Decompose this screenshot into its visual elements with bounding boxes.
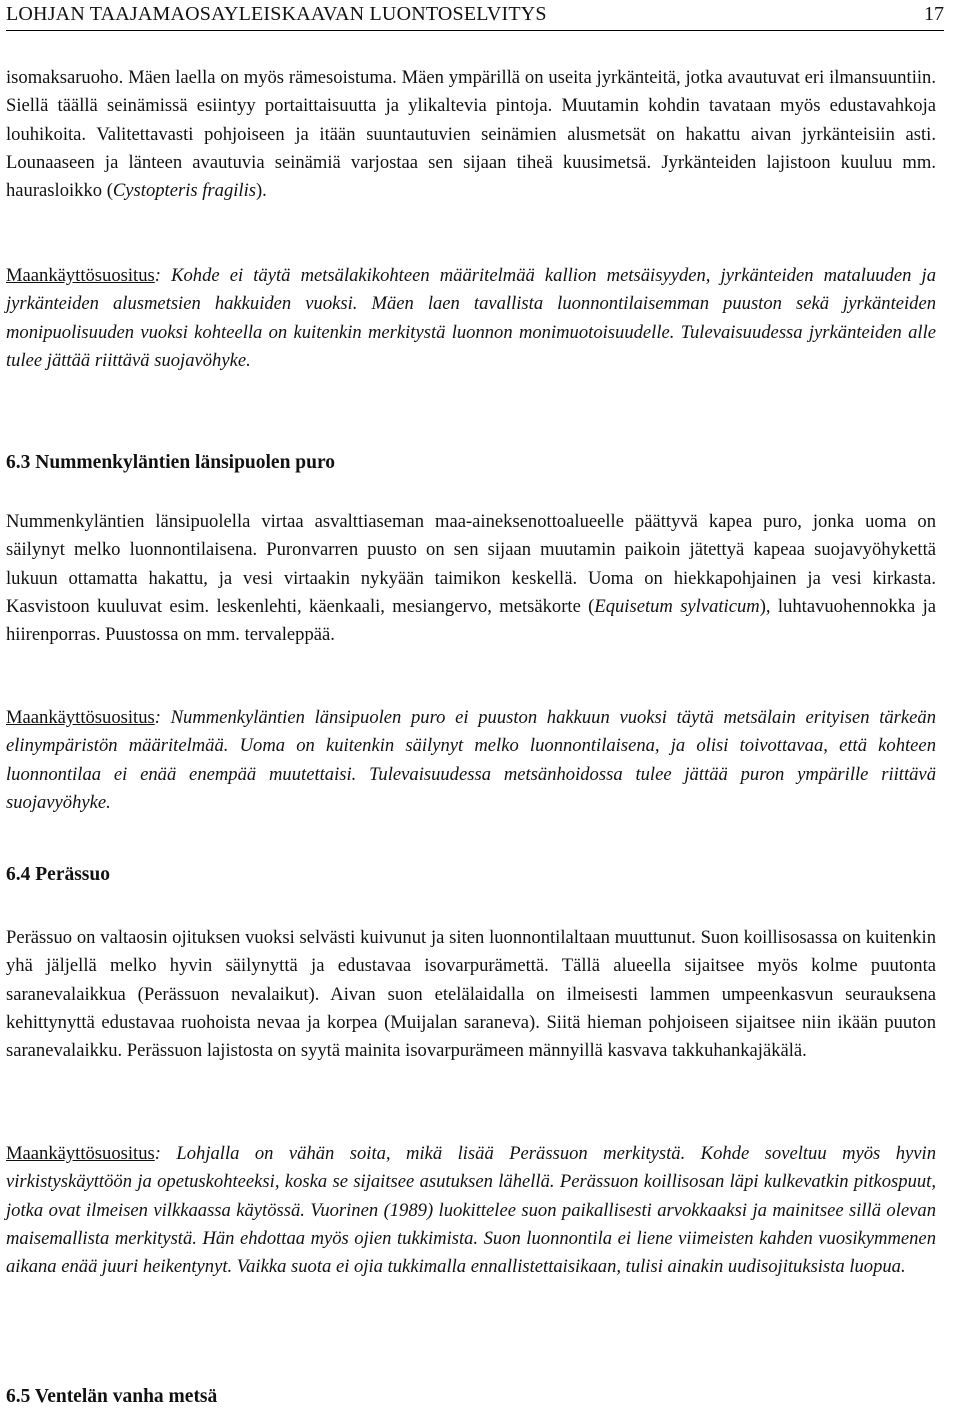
recommendation-colon: : bbox=[154, 265, 161, 286]
paragraph-1 bbox=[6, 64, 936, 205]
land-use-recommendation-3 bbox=[6, 1140, 936, 1281]
recommendation-colon: : bbox=[154, 1143, 161, 1164]
species-name: Cystopteris fragilis bbox=[112, 180, 256, 202]
paragraph-3 bbox=[6, 508, 936, 649]
land-use-recommendation-1 bbox=[6, 262, 936, 375]
section-heading-6-5: 6.5 Ventelän vanha metsä bbox=[6, 1386, 218, 1407]
page-number: 17 bbox=[924, 3, 944, 25]
recommendation-text: Lohjalla on vähän soita, mikä lisää Perässuon merkitystä. Kohde soveltuu myös hyvin virkistyskäyttöön ja opetuskohteeksi, koska se sijaitsee asutuksen lähellä. Perässuon koillisosan läpi kulkevatkin pitkospuut, jotka ovat ilmeisen vilkkaassa käytössä. Vuorinen (1989) luokittelee suon paikallisesti arvokkaaksi ja mainitsee sillä olevan maisemallista merkitystä. Hän ehdottaa myös ojien tukkimista. Suon luonnontila ei liene viimeisten kahden vuosikymmenen aikana enää juuri heikentynyt. Vaikka suota ei ojia tukkimalla ennallistettaisikaan, tulisi ainakin uudisojituksista luopua. bbox=[6, 1143, 936, 1278]
paragraph-3-text: Nummenkyläntien länsipuolella virtaa asvalttiaseman maa-aineksenottoalueelle päättyvä kapea puro, jonka uoma on säilynyt melko luonnontilaisena. Puronvarren puusto on sen sijaan muutamin paikoin jätettyä kapeaa suojavyöhykettä lukuun ottamatta hakattu, ja vesi virtaakin nykyään taimikon keskellä. Uoma on hiekkapohjainen ja vesi kirkasta. Kasvistoon kuuluvat esim. leskenlehti, käenkaali, mesiangervo, metsäkorte ( bbox=[6, 511, 936, 617]
section-heading-6-3: 6.3 Nummenkyläntien länsipuolen puro bbox=[6, 452, 336, 473]
paragraph-5-text: Perässuo on valtaosin ojituksen vuoksi selvästi kuivunut ja siten luonnontilaltaan muuttunut. Suon koillisosassa on kuitenkin yhä jäljellä melko hyvin säilynyttä ja edustavaa isovarpurämettä. Tällä alueella sijaitsee myös kolme puutonta saranevalaikkua (Perässuon nevalaikut). Aivan suon etelälaidalla on ilmeisesti lammen umpeenkasvun seurauksena kehittynyttä edustavaa ruohoista nevaa ja korpea (Muijalan saraneva). Siitä hieman pohjoiseen sijaitsee niin ikään puuton saranevalaikku. Perässuon lajistosta on syytä mainita isovarpurämeen männyillä kasvava takkuhankajäkälä. bbox=[6, 927, 936, 1062]
recommendation-label: Maankäyttösuositus bbox=[6, 1143, 155, 1164]
recommendation-text: Kohde ei täytä metsälakikohteen määritelmää kallion metsäisyyden, jyrkänteiden mataluuden ja jyrkänteiden alusmetsien hakkuiden vuoksi. Mäen laen tavallista luonnontilaisemman puuston sekä jyrkänteiden monipuolisuuden vuoksi kohteella on kuitenkin merkitystä luonnon monimuotoisuudelle. Tulevaisuudessa jyrkänteiden alle tulee jättää riittävä suojavöhyke. bbox=[6, 265, 936, 371]
document-title: LOHJAN TAAJAMAOSAYLEISKAAVAN LUONTOSELVITYS bbox=[6, 3, 547, 25]
paragraph-3-tail: ), luhtavuohennokka ja hiirenporras. Puustossa on mm. tervaleppää. bbox=[6, 595, 937, 646]
recommendation-colon: : bbox=[154, 707, 161, 728]
section-heading-6-4: 6.4 Perässuo bbox=[6, 864, 110, 885]
recommendation-label: Maankäyttösuositus bbox=[6, 265, 155, 286]
paragraph-1-tail: ). bbox=[255, 180, 267, 202]
paragraph-5 bbox=[6, 924, 936, 1065]
species-name: Equisetum sylvaticum bbox=[594, 595, 760, 617]
recommendation-label: Maankäyttösuositus bbox=[6, 707, 155, 728]
paragraph-1-text: isomaksaruoho. Mäen laella on myös rämesoistuma. Mäen ympärillä on useita jyrkänteitä, jotka avautuvat eri ilmansuuntiin. Siellä täällä seinämissä esiintyy portaittaisuutta ja ylikaltevia pintoja. Muutamin kohdin tavataan myös edustavahkoja louhikoita. Valitettavasti pohjoiseen ja itään suuntautuvien seinämien alusmetsät on hakattu aivan jyrkänteisiin asti. Lounaaseen ja länteen avautuvia seinämiä varjostaa sen sijaan tiheä kuusimetsä. Jyrkänteiden lajistoon kuuluu mm. haurasloikko ( bbox=[6, 67, 936, 202]
land-use-recommendation-2 bbox=[6, 704, 936, 817]
recommendation-text: Nummenkyläntien länsipuolen puro ei puuston hakkuun vuoksi täytä metsälain erityisen tärkeän elinympäristön määritelmää. Uoma on kuitenkin säilynyt melko luonnontilaisena, ja olisi toivottavaa, että kohteen luonnontilaa ei enää enempää muutettaisi. Tulevaisuudessa metsänhoidossa tulee jättää puron ympärille riittävä suojavyöhyke. bbox=[6, 707, 936, 813]
running-header bbox=[6, 0, 944, 31]
